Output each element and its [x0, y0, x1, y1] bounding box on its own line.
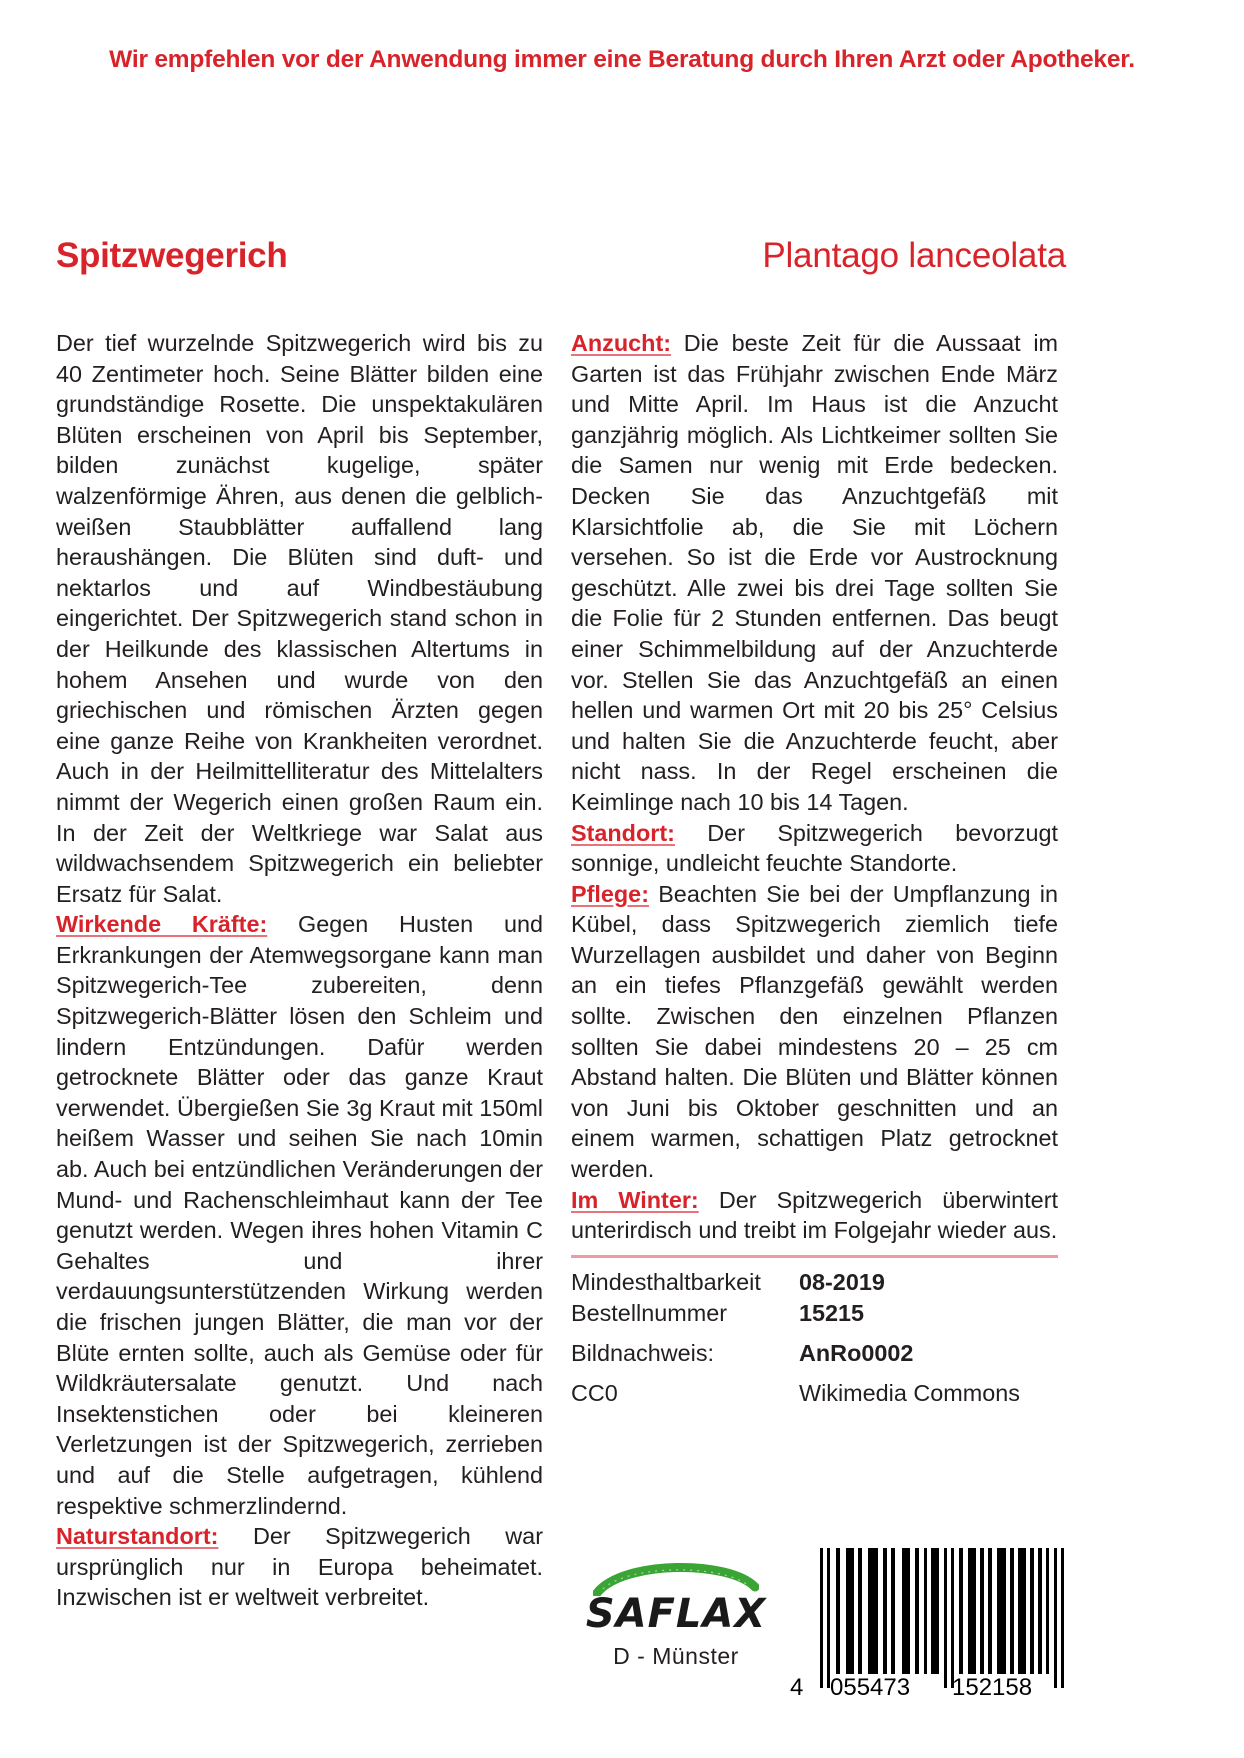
meta-value-bildnachweis: AnRo0002	[799, 1339, 914, 1366]
meta-label-bildnachweis: Bildnachweis:	[571, 1339, 715, 1366]
barcode-digits	[790, 1674, 1068, 1704]
section-heading-naturstandort: Naturstandort:	[56, 1523, 219, 1550]
right-column	[571, 328, 1058, 1409]
section-body-standort: Der Spitzwegerich bevorzugt sonnige, undleicht feuchte Standorte.	[571, 819, 1058, 877]
title-row	[56, 236, 1066, 284]
brand-and-barcode-bar	[571, 1548, 1068, 1738]
barcode-right-group: 152158	[952, 1674, 1033, 1701]
section-body-wirkende-kraefte: Gegen Husten und Erkrankungen der Atemwegsorgane kann man Spitzwegerich-Tee zubereiten, denn Spitzwegerich-Blätter lösen den Schleim und lindern Entzündungen. Dafür werden getrocknete Blätter oder das ganze Kraut verwendet. Übergießen Sie 3g Kraut mit 150ml heißem Wasser und seihen Sie nach 10min ab. Auch bei entzündlichen Veränderungen der Mund- und Rachenschleimhaut kann der Tee genutzt werden. Wegen ihres hohen Vitamin C Gehaltes und ihrer verdauungsunterstützenden Wirkung werden die frischen jungen Blätter, die man vor der Blüte ernten sollte, auch als Gemüse oder für Wildkräutersalate genutzt. Und nach Insektenstichen oder bei kleineren Verletzungen ist der Spitzwegerich, zerrieben und auf die Stelle aufgetragen, kühlend respektive schmerzlindernd.	[56, 911, 543, 1519]
section-standort	[571, 818, 1058, 879]
section-body-pflege: Beachten Sie bei der Umpflanzung in Kübel, dass Spitzwegerich ziemlich tiefe Wurzellagen ausbildet und daher von Beginn an ein tiefes Pflanzgefäß gewählt werden sollte. Zwischen den einzelnen Pflanzen sollten Sie dabei mindestens 20 – 25 cm Abstand halten. Die Blüten und Blätter können von Juni bis Oktober geschnitten und an einem warmen, schattigen Platz getrocknet werden.	[571, 880, 1058, 1183]
page-title-common-name: Spitzwegerich	[56, 236, 288, 275]
brand-city: D - Münster	[613, 1643, 739, 1669]
swoosh-icon	[593, 1556, 759, 1596]
saflax-logo	[571, 1556, 781, 1671]
section-heading-standort: Standort:	[571, 819, 675, 846]
barcode-left-group: 055473	[830, 1674, 911, 1701]
section-anzucht	[571, 328, 1058, 818]
left-column	[56, 328, 543, 1613]
meta-value-license-source: Wikimedia Commons	[799, 1379, 1020, 1406]
section-heading-wirkende-kraefte: Wirkende Kräfte:	[56, 911, 268, 938]
plant-description-paragraph: Der tief wurzelnde Spitzwegerich wird bis zu 40 Zentimeter hoch. Seine Blätter bilden eine grundständige Rosette. Die unspektakulären Blüten erscheinen von April bis September, bilden zunächst kugelige, später walzenförmige Ähren, aus denen die gelblich-weißen Staubblätter auffallend lang heraushängen. Die Blüten sind duft- und nektarlos und auf Windbestäubung eingerichtet. Der Spitzwegerich stand schon in der Heilkunde des klassischen Altertums in hohem Ansehen und wurde von den griechischen und römischen Ärzten gegen eine ganze Reihe von Krankheiten verordnet. Auch in der Heilmittelliteratur des Mittelalters nimmt der Wegerich einen großen Raum ein. In der Zeit der Weltkriege war Salat aus wildwachsendem Spitzwegerich ein beliebter Ersatz für Salat.	[56, 330, 543, 907]
section-body-anzucht: Die beste Zeit für die Aussaat im Garten ist das Frühjahr zwischen Ende März und Mitte April. Im Haus ist die Anzucht ganzjährig möglich. Als Lichtkeimer sollten Sie die Samen nur wenig mit Erde bedecken. Decken Sie das Anzuchtgefäß mit Klarsichtfolie ab, die Sie mit Löchern versehen. So ist die Erde vor Austrocknung geschützt. Alle zwei bis drei Tage sollten Sie die Folie für 2 Stunden entfernen. Das beugt einer Schimmelbildung auf der Anzuchterde vor. Stellen Sie das Anzuchtgefäß an einen hellen und warmen Ort mit 20 bis 25° Celsius und halten Sie die Anzuchterde feucht, aber nicht nass. In der Regel erscheinen die Keimlinge nach 10 bis 14 Tagen.	[571, 330, 1058, 815]
meta-value-bestellnummer: 15215	[799, 1299, 865, 1326]
table-row	[571, 1267, 1058, 1298]
section-heading-pflege: Pflege:	[571, 880, 649, 907]
section-im-winter	[571, 1185, 1058, 1246]
section-pflege	[571, 879, 1058, 1185]
section-body-naturstandort: Der Spitzwegerich war ursprünglich nur in Europa beheimatet. Inzwischen ist er weltweit verbreitet.	[56, 1523, 543, 1611]
advisory-banner: Wir empfehlen vor der Anwendung immer eine Beratung durch Ihren Arzt oder Apotheker.	[109, 46, 1135, 73]
page-title-botanical-name: Plantago lanceolata	[762, 236, 1066, 275]
meta-label-license: CC0	[571, 1379, 618, 1406]
product-meta-table	[571, 1267, 1058, 1409]
meta-label-mindesthaltbarkeit: Mindesthaltbarkeit	[571, 1268, 761, 1295]
meta-label-bestellnummer: Bestellnummer	[571, 1299, 727, 1326]
section-heading-anzucht: Anzucht:	[571, 330, 672, 356]
table-row	[571, 1329, 1058, 1369]
section-wirkende-kraefte	[56, 909, 543, 1521]
section-naturstandort	[56, 1521, 543, 1613]
meta-value-mindesthaltbarkeit: 08-2019	[799, 1268, 885, 1295]
section-heading-im-winter: Im Winter:	[571, 1186, 699, 1213]
barcode-lead-digit: 4	[790, 1674, 804, 1701]
brand-name: SAFLAX	[585, 1591, 767, 1637]
section-body-im-winter: Der Spitzwegerich überwintert unterirdisch und treibt im Folgejahr wieder aus.	[571, 1186, 1058, 1244]
table-row	[571, 1298, 1058, 1329]
meta-divider-rule	[571, 1255, 1058, 1258]
table-row	[571, 1369, 1058, 1409]
